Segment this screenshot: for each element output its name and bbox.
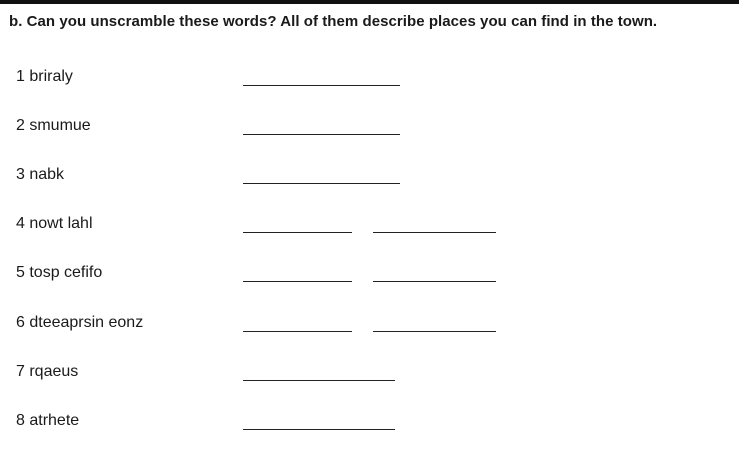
scrambled-word: 7 rqaeus: [16, 363, 79, 380]
word-item-6: [16, 314, 143, 336]
scrambled-word: 6 dteeaprsin eonz: [16, 314, 144, 331]
answer-blank-6a[interactable]: [243, 331, 352, 332]
word-item-3: [16, 166, 64, 188]
exercise-instruction: b. Can you unscramble these words? All of them describe places you can find in the town.: [9, 13, 658, 30]
word-item-1: [16, 68, 73, 90]
word-item-2: [16, 117, 91, 139]
scrambled-word: 4 nowt lahl: [16, 215, 93, 232]
scrambled-word: 1 briraly: [16, 68, 73, 85]
word-item-5: [16, 264, 102, 286]
scrambled-word: 2 smumue: [16, 117, 91, 134]
answer-blank-2[interactable]: [243, 134, 400, 135]
answer-blank-6b[interactable]: [373, 331, 496, 332]
scrambled-word: 5 tosp cefifo: [16, 264, 103, 281]
answer-blank-3[interactable]: [243, 183, 400, 184]
answer-blank-4b[interactable]: [373, 232, 496, 233]
scrambled-word: 8 atrhete: [16, 412, 80, 429]
answer-blank-1[interactable]: [243, 85, 400, 86]
answer-blank-8[interactable]: [243, 429, 395, 430]
word-item-4: [16, 215, 93, 237]
scrambled-word: 3 nabk: [16, 166, 65, 183]
answer-blank-5a[interactable]: [243, 281, 352, 282]
top-rule: [0, 0, 739, 4]
word-item-7: [16, 363, 78, 385]
word-item-8: [16, 412, 79, 434]
answer-blank-5b[interactable]: [373, 281, 496, 282]
answer-blank-7[interactable]: [243, 380, 395, 381]
answer-blank-4a[interactable]: [243, 232, 352, 233]
